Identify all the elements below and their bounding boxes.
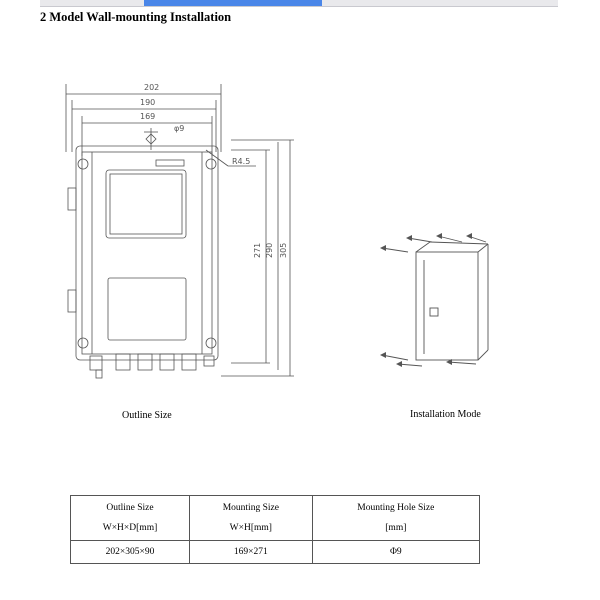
dim-290: 290	[265, 242, 274, 258]
table-row	[71, 541, 480, 564]
active-tab[interactable]	[144, 0, 322, 6]
installation-mode-drawing	[378, 230, 493, 375]
dim-271: 271	[253, 242, 262, 258]
section-title: 2 Model Wall-mounting Installation	[40, 10, 232, 24]
specification-table	[70, 495, 480, 564]
table-header-row	[71, 496, 480, 541]
outline-size-caption: Outline Size	[122, 410, 172, 421]
cell-outline-size: 202×305×90	[71, 541, 190, 564]
dim-radius: R4.5	[232, 157, 251, 166]
header-title: Outline Size	[106, 503, 154, 513]
dim-202: 202	[144, 83, 160, 92]
header-title: Mounting Size	[222, 503, 279, 513]
header-title: Mounting Hole Size	[357, 503, 435, 513]
header-outline-size	[71, 496, 190, 541]
dim-190: 190	[140, 98, 156, 107]
installation-mode-caption: Installation Mode	[410, 409, 481, 420]
header-unit: W×H×D[mm]	[102, 523, 158, 533]
dim-305: 305	[279, 242, 288, 258]
header-mounting-size	[190, 496, 313, 541]
outline-size-drawing	[56, 78, 306, 383]
header-mounting-hole-size	[312, 496, 479, 541]
cell-mounting-hole-size: Φ9	[312, 541, 479, 564]
dim-hole: φ9	[174, 124, 185, 133]
cell-mounting-size: 169×271	[190, 541, 313, 564]
dim-169: 169	[140, 112, 156, 121]
top-navigation-bar	[40, 0, 558, 7]
header-unit: W×H[mm]	[229, 523, 272, 533]
header-unit: [mm]	[385, 523, 407, 533]
